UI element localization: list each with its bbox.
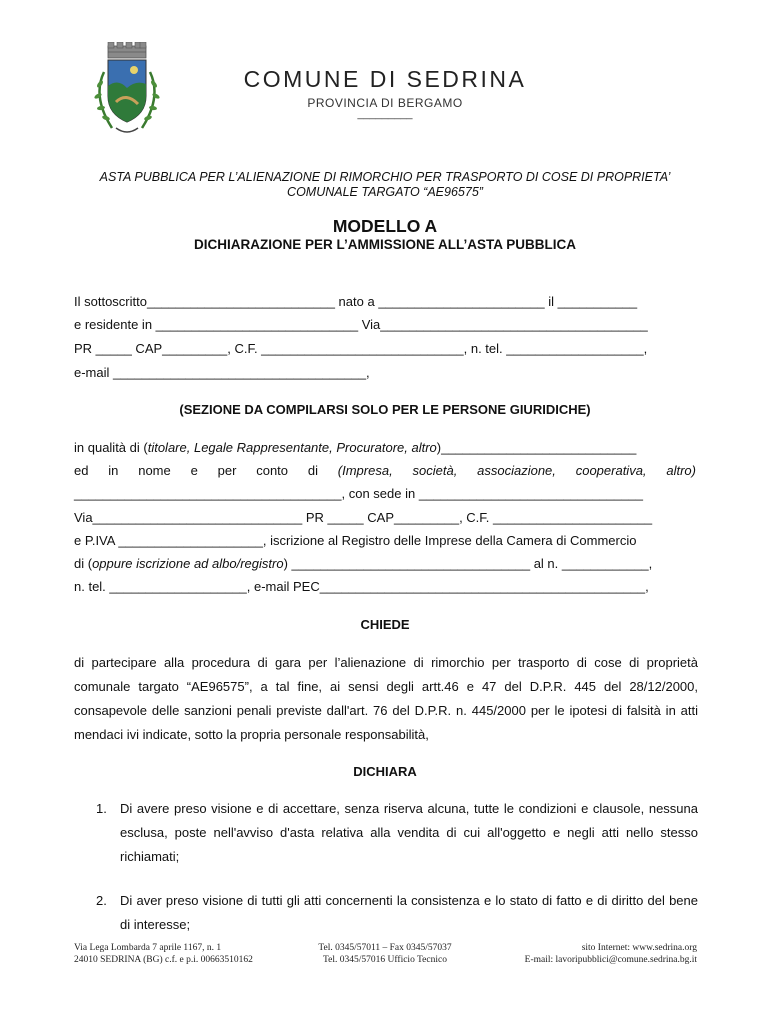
- word: associazione,: [477, 463, 556, 478]
- declaration-title: DICHIARAZIONE PER L’AMMISSIONE ALL’ASTA PUBBLICA: [193, 237, 576, 252]
- province-name: PROVINCIA DI BERGAMO: [307, 96, 463, 110]
- footer-address: [74, 942, 304, 966]
- word: nome: [138, 463, 171, 478]
- footer-phones: [285, 942, 485, 966]
- footer-website: sito Internet: www.sedrina.org: [581, 943, 697, 953]
- sede-line: _____________________________________, con sede in _______________________________: [74, 486, 643, 501]
- word: altro): [666, 463, 696, 478]
- legal-entity-section-heading: [0, 402, 770, 417]
- word: e: [190, 463, 198, 478]
- qualita-suffix: )___________________________: [436, 440, 637, 455]
- ed-in-nome-line: [74, 463, 696, 479]
- dichiara-heading: DICHIARA: [353, 764, 417, 779]
- word: di: [307, 463, 318, 478]
- footer-address-line: 24010 SEDRINA (BG) c.f. e p.i. 00663510162: [74, 955, 253, 965]
- list-item: [96, 889, 698, 937]
- chiede-heading: CHIEDE: [360, 617, 410, 632]
- albo-suffix: ) _________________________________ al n. ____________,: [283, 556, 653, 571]
- word: in: [108, 463, 119, 478]
- model-title: MODELLO A: [332, 216, 438, 236]
- footer-phone-line: Tel. 0345/57016 Ufficio Tecnico: [323, 955, 447, 965]
- word: ed: [74, 463, 89, 478]
- list-item-number: 1.: [96, 801, 107, 816]
- albo-options: oppure iscrizione ad albo/registro: [92, 556, 284, 571]
- list-item-text: Di aver preso visione di tutti gli atti concernenti la consistenza e lo stato di fatto e di diritto del bene di interesse;: [120, 893, 698, 932]
- person-line-email: e-mail ___________________________________,: [74, 365, 370, 380]
- person-line-residence: e residente in ____________________________ Via_____________________________________: [74, 317, 648, 332]
- footer-phone-line: Tel. 0345/57011 – Fax 0345/57037: [318, 943, 452, 953]
- word: (Impresa,: [337, 463, 393, 478]
- qualita-line: [74, 440, 696, 456]
- header-rule: _________: [357, 108, 413, 120]
- footer-email: E-mail: lavoripubblici@comune.sedrina.bg.it: [524, 955, 697, 965]
- legal-entity-section-heading-text: (SEZIONE DA COMPILARSI SOLO PER LE PERSONE GIURIDICHE): [179, 402, 591, 417]
- list-item: [96, 797, 698, 869]
- list-item-text: Di avere preso visione e di accettare, senza riserva alcuna, tutte le condizioni e clausole, nessuna esclusa, poste nell'avviso d'asta relativa alla vendita di cui all'oggetto e negli atti nello stesso richiamati;: [120, 801, 698, 864]
- tel-pec-line: n. tel. ___________________, e-mail PEC_____________________________________________,: [74, 579, 649, 594]
- person-line-cf: PR _____ CAP_________, C.F. ____________________________, n. tel. ___________________,: [74, 341, 648, 356]
- word: società,: [412, 463, 458, 478]
- person-line-name: Il sottoscritto__________________________ nato a _______________________ il ___________: [74, 294, 638, 309]
- word: conto: [256, 463, 289, 478]
- footer-web: [470, 942, 697, 966]
- albo-prefix: di (: [74, 556, 93, 571]
- qualita-options: titolare, Legale Rappresentante, Procuratore, altro: [147, 440, 437, 455]
- word: cooperativa,: [575, 463, 647, 478]
- municipality-name: COMUNE DI SEDRINA: [243, 66, 527, 92]
- footer-address-line: Via Lega Lombarda 7 aprile 1167, n. 1: [74, 943, 222, 953]
- albo-line: [74, 556, 696, 572]
- word: per: [217, 463, 237, 478]
- qualita-prefix: in qualità di (: [74, 440, 148, 455]
- piva-line: e P.IVA ____________________, iscrizione al Registro delle Imprese della Camera di Commercio: [74, 533, 637, 548]
- chiede-text: di partecipare alla procedura di gara per l’alienazione di rimorchio per trasporto di cose di proprietà comunale targato “AE96575”, a tal fine, ai sensi degli artt.46 e 47 del D.P.R. 445 del 28/12/2000, consapevole delle sanzioni penali previste dall'art. 76 del D.P.R. n. 445/2000 per le ipotesi di falsità in atti mendaci ivi indicate, sotto la propria personale responsabilità,: [74, 655, 698, 742]
- via-line: Via_____________________________ PR _____ CAP_________, C.F. ______________________: [74, 510, 653, 525]
- list-item-number: 2.: [96, 893, 107, 908]
- document-subject: ASTA PUBBLICA PER L’ALIENAZIONE DI RIMORCHIO PER TRASPORTO DI COSE DI PROPRIETA’ COMUNALE TARGATO “AE96575”: [99, 170, 671, 199]
